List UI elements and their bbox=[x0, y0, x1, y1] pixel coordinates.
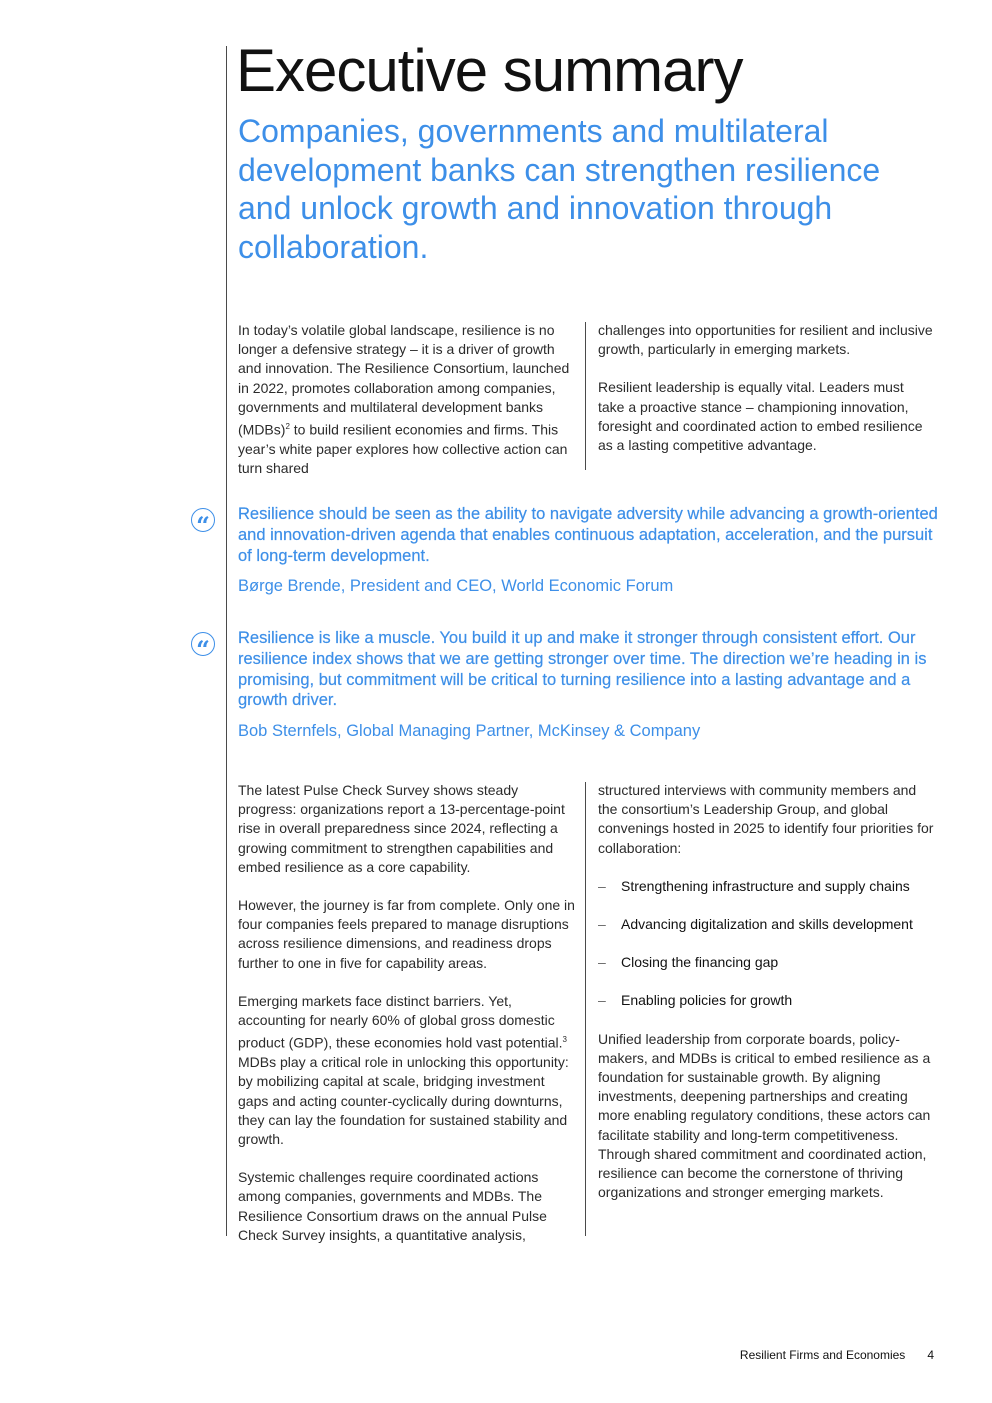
footnote-marker: 3 bbox=[562, 1035, 567, 1045]
body-paragraph bbox=[238, 992, 575, 1149]
list-item bbox=[598, 991, 938, 1010]
list-item-label: Enabling policies for growth bbox=[621, 992, 793, 1009]
quote-author: Bob Sternfels, Global Managing Partner, McKinsey & Company bbox=[238, 722, 701, 740]
quote-icon: “ bbox=[191, 632, 215, 656]
dash-bullet: – bbox=[598, 954, 606, 971]
dash-bullet: – bbox=[598, 992, 606, 1009]
list-item-label: Closing the financing gap bbox=[621, 954, 779, 971]
quote-icon: “ bbox=[191, 508, 215, 532]
intro-column-rule bbox=[585, 322, 586, 470]
page-subtitle: Companies, governments and multilateral development banks can strengthen resilience and unlock growth and innovation through collaboration. bbox=[238, 113, 881, 265]
quote-author: Børge Brende, President and CEO, World Economic Forum bbox=[238, 577, 674, 595]
body-paragraph: structured interviews with community members and the consortium’s Leadership Group, and global convenings hosted in 2025 to identify four priorities for collaboration: bbox=[598, 782, 934, 856]
main-column-left bbox=[238, 781, 575, 1264]
intro-paragraph bbox=[238, 321, 573, 478]
body-paragraph: Unified leadership from corporate boards, policy-makers, and MDBs is critical to embed resilience as a foundation for sustainable growth. By aligning investments, deepening partnerships and creating more enabling regulatory conditions, these actors can facilitate stability and long-term competitiveness. Through shared commitment and coordinated action, resilience can become the cornerstone of thriving organizations and stronger emerging markets. bbox=[598, 1030, 931, 1201]
body-text: Emerging markets face distinct barriers. Yet, accounting for nearly 60% of global gross domestic product (GDP), these economies hold vast potential. bbox=[238, 992, 563, 1051]
page-number: 4 bbox=[927, 1348, 934, 1362]
intro-column-right bbox=[598, 321, 933, 474]
main-column-rule bbox=[585, 782, 586, 1236]
page-footer bbox=[740, 1347, 934, 1363]
intro-column-left bbox=[238, 321, 573, 497]
body-paragraph: However, the journey is far from complete. Only one in four companies feels prepared to manage disruptions across resilience dimensions, and readiness drops further to one in five for capability areas. bbox=[238, 897, 575, 971]
dash-bullet: – bbox=[598, 877, 606, 894]
dash-bullet: – bbox=[598, 916, 606, 932]
body-text: MDBs play a critical role in unlocking this opportunity: by mobilizing capital at scale, bridging investment gaps and acting counter-cyclically during downturns, they can lay the foundation for sustained stability and growth. bbox=[238, 1054, 569, 1147]
list-item-label: Advancing digitalization and skills development bbox=[621, 916, 913, 932]
intro-paragraph-3: Resilient leadership is equally vital. Leaders must take a proactive stance – championing innovation, foresight and coordinated action to embed resilience as a lasting competitive advantage. bbox=[598, 379, 923, 454]
main-column-right bbox=[598, 781, 938, 1221]
list-item bbox=[598, 915, 938, 934]
quote-text: Resilience should be seen as the ability to navigate adversity while advancing a growth-oriented and innovation-driven agenda that enables continuous adaptation, acceleration, and the pursuit of long-term development. bbox=[238, 505, 938, 565]
intro-text: In today’s volatile global landscape, resilience is no longer a defensive strategy – it is a driver of growth and innovation. The Resilience Consortium, launched in 2022, promotes collaboration among companies, governments and multilateral development banks (MDBs) bbox=[238, 322, 570, 438]
footnote-marker: 2 bbox=[285, 422, 290, 432]
footer-report-title: Resilient Firms and Economies bbox=[739, 1348, 906, 1362]
page-title: Executive summary bbox=[236, 37, 743, 104]
list-item bbox=[598, 877, 938, 896]
left-rule bbox=[226, 46, 227, 1236]
quote-text: Resilience is like a muscle. You build it up and make it stronger through consistent effort. Our resilience index shows that we are getting stronger over time. The direction we’re heading in is promising, but commitment will be critical to turning resilience into a lasting advantage and a growth driver. bbox=[238, 629, 927, 710]
intro-text-tail: to build resilient economies and firms. This year’s white paper explores how collective action can turn shared bbox=[238, 421, 568, 477]
priorities-list bbox=[598, 877, 938, 1011]
body-paragraph: Systemic challenges require coordinated actions among companies, governments and MDBs. The Resilience Consortium draws on the annual Pulse Check Survey insights, a quantitative analysis, bbox=[238, 1169, 547, 1243]
body-paragraph: The latest Pulse Check Survey shows steady progress: organizations report a 13-percentage-point rise in overall preparedness since 2024, reflecting a growing commitment to strengthen capabilities and embed resilience as a core capability. bbox=[238, 782, 565, 875]
list-item-label: Strengthening infrastructure and supply chains bbox=[621, 877, 910, 894]
intro-paragraph-2: challenges into opportunities for resilient and inclusive growth, particularly in emerging markets. bbox=[598, 322, 933, 358]
list-item bbox=[598, 953, 938, 972]
